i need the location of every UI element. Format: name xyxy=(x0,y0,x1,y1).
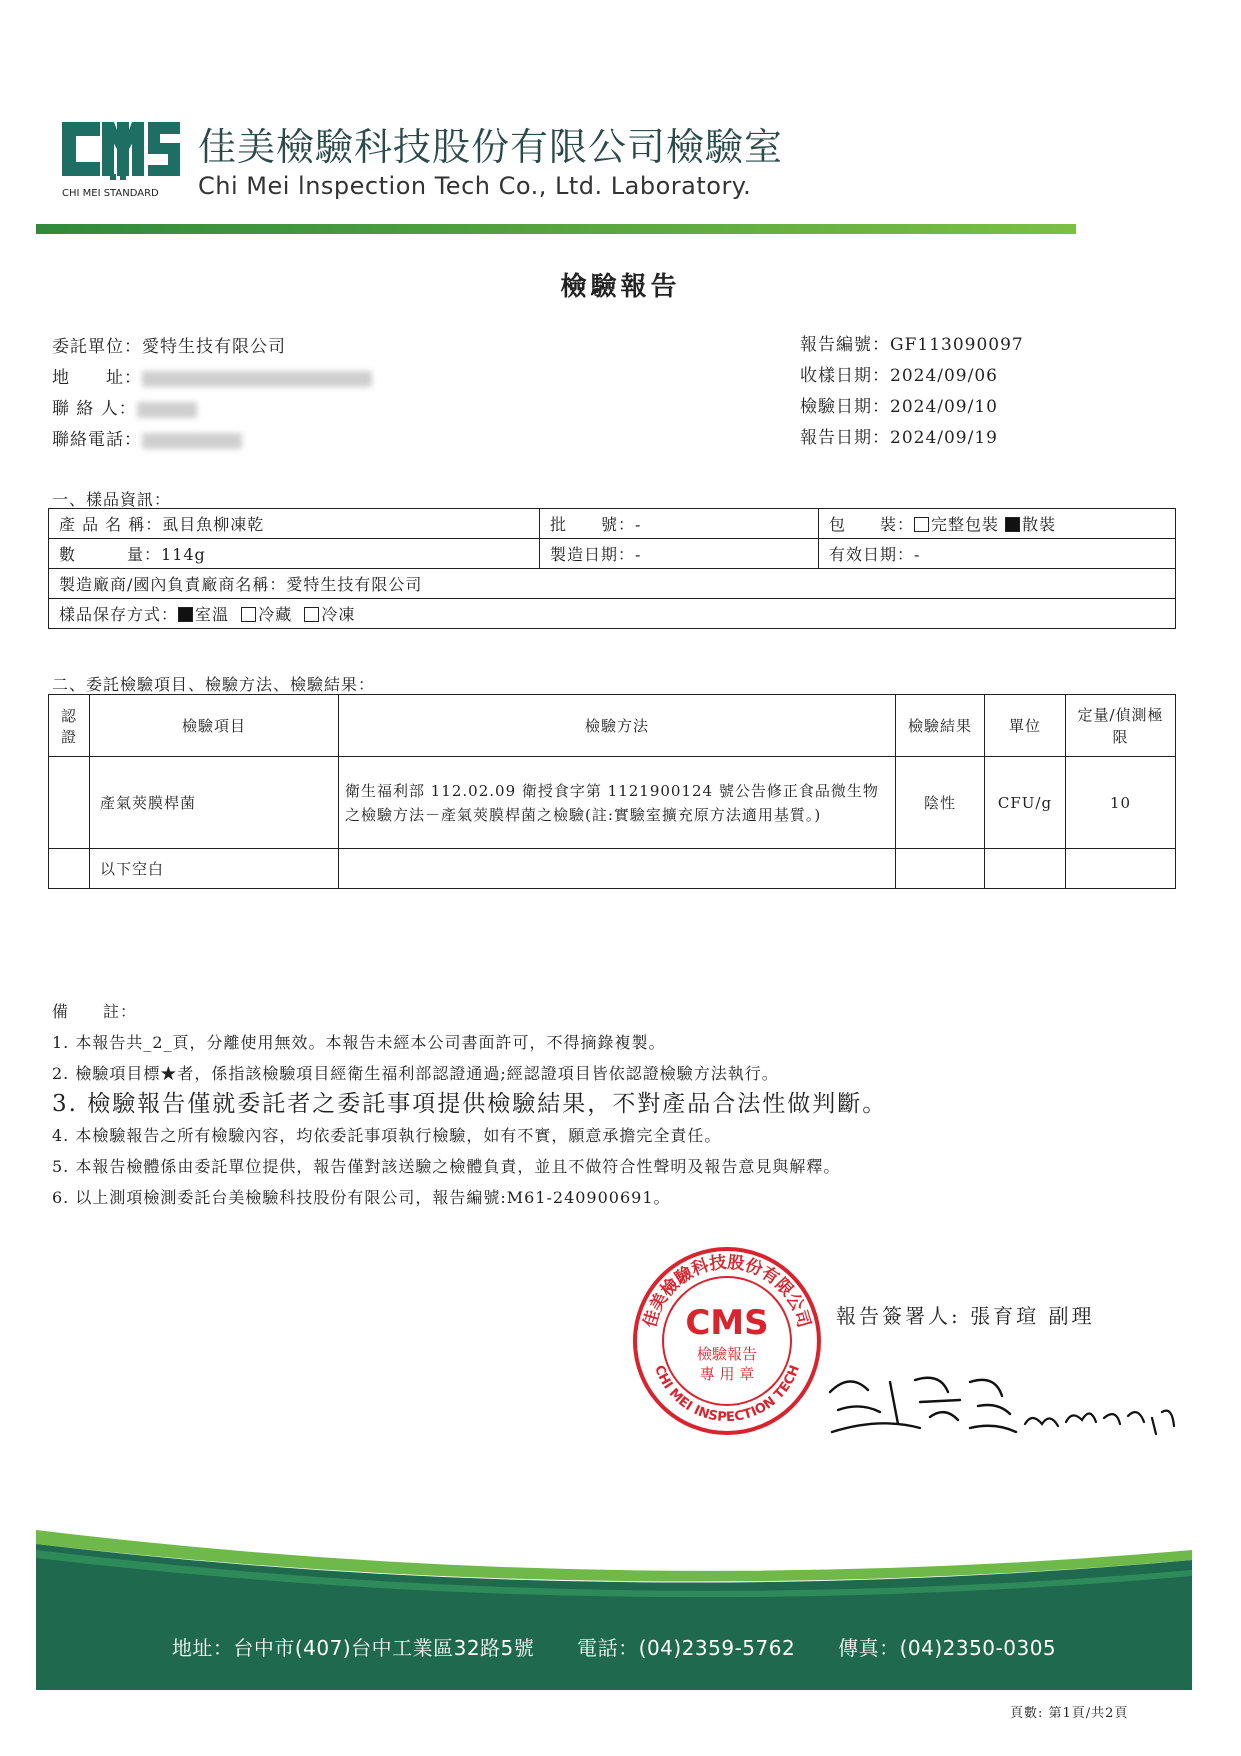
header-cert: 認證 xyxy=(49,695,90,757)
cell-result: 陰性 xyxy=(896,757,985,849)
test-section-heading: 二、委託檢驗項目、檢驗方法、檢驗結果： xyxy=(52,675,376,694)
report-date: 報告日期：2024/09/19 xyxy=(800,428,998,448)
cell-cert xyxy=(49,757,90,849)
table-row xyxy=(49,849,1176,889)
note-6: 6. 以上測項檢測委託台美檢驗科技股份有限公司，報告編號:M61-240900691。 xyxy=(52,1188,671,1207)
footer-address: 地址：台中市(407)台中工業區32路5號 xyxy=(171,1636,535,1660)
notes-section xyxy=(52,996,887,1213)
test-date: 檢驗日期：2024/09/10 xyxy=(800,397,998,417)
svg-text:CMS: CMS xyxy=(685,1303,769,1343)
product-name-cell: 產 品 名 稱：虱目魚柳凍乾 xyxy=(49,509,540,539)
redacted-contact xyxy=(137,402,197,418)
received-date: 收樣日期：2024/09/06 xyxy=(800,366,998,386)
header-method: 檢驗方法 xyxy=(339,695,896,757)
company-name-zh: 佳美檢驗科技股份有限公司檢驗室 xyxy=(198,125,784,169)
handwritten-signature xyxy=(820,1362,1190,1442)
exp-date-cell: 有效日期：- xyxy=(819,539,1176,569)
cell-item: 以下空白 xyxy=(90,849,339,889)
cell-limit: 10 xyxy=(1066,757,1176,849)
logo-subtitle: CHI MEI STANDARD xyxy=(62,188,159,199)
note-1: 1. 本報告共_2_頁，分離使用無效。本報告未經本公司書面許可，不得摘錄複製。 xyxy=(52,1033,666,1052)
checkbox-checked xyxy=(1005,517,1020,532)
header-limit: 定量/偵測極限 xyxy=(1066,695,1176,757)
svg-text:檢驗報告: 檢驗報告 xyxy=(696,1345,758,1363)
table-row xyxy=(49,757,1176,849)
checkbox-unchecked xyxy=(241,607,256,622)
footer-contact xyxy=(36,1632,1192,1661)
package-cell: 包 裝： 完整包裝 散裝 xyxy=(819,509,1176,539)
cell-result xyxy=(896,849,985,889)
footer-fax: 傳真：(04)2350-0305 xyxy=(838,1636,1057,1660)
checkbox-unchecked xyxy=(914,517,929,532)
cell-method xyxy=(339,849,896,889)
header-result: 檢驗結果 xyxy=(896,695,985,757)
storage-cell: 樣品保存方式： 室溫 冷藏 冷凍 xyxy=(49,599,1176,629)
client-contact: 聯 絡 人： xyxy=(52,394,197,419)
manufacturer-cell: 製造廠商/國內負責廠商名稱：愛特生技有限公司 xyxy=(49,569,1176,599)
sample-info-table xyxy=(48,508,1176,629)
note-5: 5. 本報告檢體係由委託單位提供，報告僅對該送驗之檢體負責，並且不做符合性聲明及報告意見與解釋。 xyxy=(52,1157,841,1176)
company-seal xyxy=(632,1246,822,1436)
cell-item: 產氣莢膜桿菌 xyxy=(90,757,339,849)
note-3: 3. 檢驗報告僅就委託者之委託事項提供檢驗結果，不對產品合法性做判斷。 xyxy=(52,1091,888,1117)
svg-text:佳美檢驗科技股份有限公司: 佳美檢驗科技股份有限公司 xyxy=(640,1252,814,1330)
header-divider xyxy=(36,224,1076,234)
company-logo xyxy=(62,116,182,194)
svg-text:CHI MEI INSPECTION TECH: CHI MEI INSPECTION TECH xyxy=(651,1363,803,1426)
page-number: 頁數: 第1頁/共2頁 xyxy=(1010,1706,1129,1721)
report-number: 報告編號：GF113090097 xyxy=(800,335,1024,355)
sample-section-heading: 一、樣品資訊： xyxy=(52,490,172,509)
batch-cell: 批 號：- xyxy=(540,509,819,539)
redacted-address xyxy=(142,371,372,387)
mfg-date-cell: 製造日期：- xyxy=(540,539,819,569)
cell-cert xyxy=(49,849,90,889)
cell-limit xyxy=(1066,849,1176,889)
footer-banner xyxy=(36,1530,1192,1690)
company-name-en: Chi Mei lnspection Tech Co., Ltd. Laboratory. xyxy=(198,172,752,200)
cell-unit: CFU/g xyxy=(985,757,1066,849)
checkbox-checked xyxy=(178,607,193,622)
header-unit: 單位 xyxy=(985,695,1066,757)
signer-label: 報告簽署人: 張育瑄 副理 xyxy=(836,1304,1095,1328)
page-title: 檢驗報告 xyxy=(560,272,681,302)
svg-text:專 用 章: 專 用 章 xyxy=(699,1365,755,1383)
header-item: 檢驗項目 xyxy=(90,695,339,757)
test-results-table xyxy=(48,694,1176,889)
cell-method: 衛生福利部 112.02.09 衛授食字第 1121900124 號公告修正食品微生物之檢驗方法－產氣莢膜桿菌之檢驗(註:實驗室擴充原方法適用基質。) xyxy=(339,757,896,849)
note-4: 4. 本檢驗報告之所有檢驗內容，均依委託事項執行檢驗，如有不實，願意承擔完全責任。 xyxy=(52,1126,722,1145)
footer-phone: 電話：(04)2359-5762 xyxy=(577,1636,796,1660)
notes-heading: 備 註： xyxy=(52,1002,138,1021)
checkbox-unchecked xyxy=(304,607,319,622)
redacted-phone xyxy=(142,433,242,449)
note-2: 2. 檢驗項目標★者，係指該檢驗項目經衛生福利部認證通過;經認證項目皆依認證檢驗方法執行。 xyxy=(52,1064,779,1083)
client-phone: 聯絡電話： xyxy=(52,425,242,450)
cell-unit xyxy=(985,849,1066,889)
client-unit: 委託單位：愛特生技有限公司 xyxy=(52,337,286,357)
client-address: 地 址： xyxy=(52,363,372,388)
quantity-cell: 數 量：114g xyxy=(49,539,540,569)
